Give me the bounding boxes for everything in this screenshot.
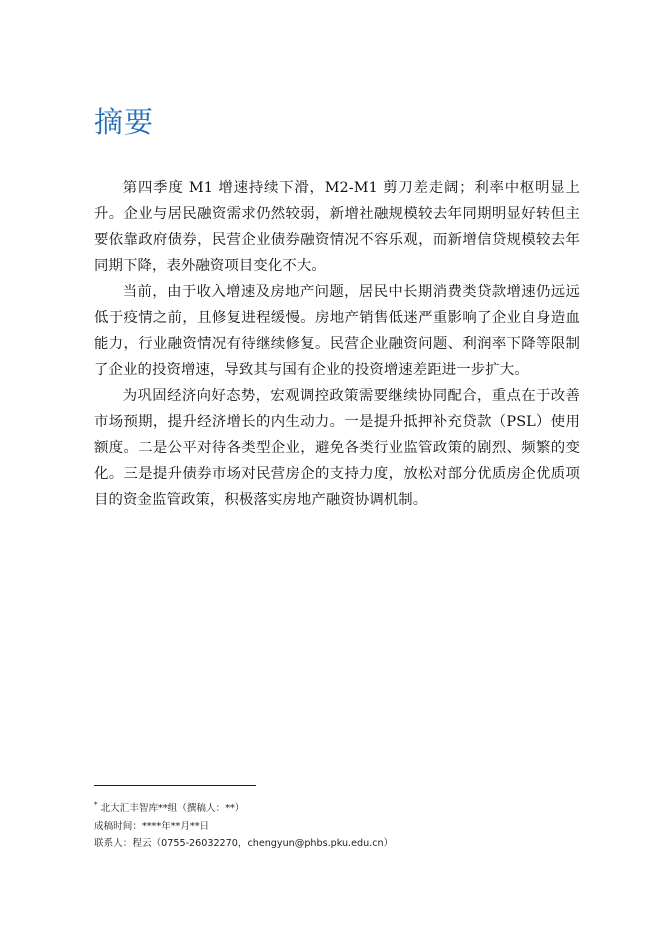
footnote-date: 成稿时间：****年**月**日 <box>94 821 210 832</box>
paragraph-1: 第四季度 M1 增速持续下滑，M2-M1 剪刀差走阔；利率中枢明显上升。企业与居民融资需求仍然较弱，新增社融规模较去年同期明显好转但主要依靠政府债券，民营企业债券融资情况不容乐观，而新增信贷规模较去年同期下降，表外融资项目变化不大。 <box>94 180 580 274</box>
footnote-contact: 联系人：程云（0755-26032270，chengyun@phbs.pku.edu.cn） <box>94 838 394 849</box>
footnote-author <box>94 798 614 816</box>
paragraph-3: 为巩固经济向好态势，宏观调控政策需要继续协同配合，重点在于改善市场预期，提升经济增长的内生动力。一是提升抵押补充贷款（PSL）使用额度。二是公平对待各类型企业，避免各类行业监管政策的剧烈、频繁的变化。三是提升债券市场对民营房企的支持力度，放松对部分优质房企优质项目的资金监管政策，积极落实房地产融资协调机制。 <box>94 388 580 508</box>
footnote-divider <box>94 785 256 786</box>
paragraph-2: 当前，由于收入增速及房地产问题，居民中长期消费类贷款增速仍远远低于疫情之前，且修复进程缓慢。房地产销售低迷严重影响了企业自身造血能力，行业融资情况有待继续修复。民营企业融资问题、利润率下降等限制了企业的投资增速，导致其与国有企业的投资增速差距进一步扩大。 <box>94 284 580 378</box>
page-title: 摘要 <box>94 105 155 139</box>
abstract-body <box>94 175 580 513</box>
footnote-author-text: 北大汇丰智库**组（撰稿人：**） <box>100 803 245 815</box>
footnote-marker: * <box>94 801 98 809</box>
